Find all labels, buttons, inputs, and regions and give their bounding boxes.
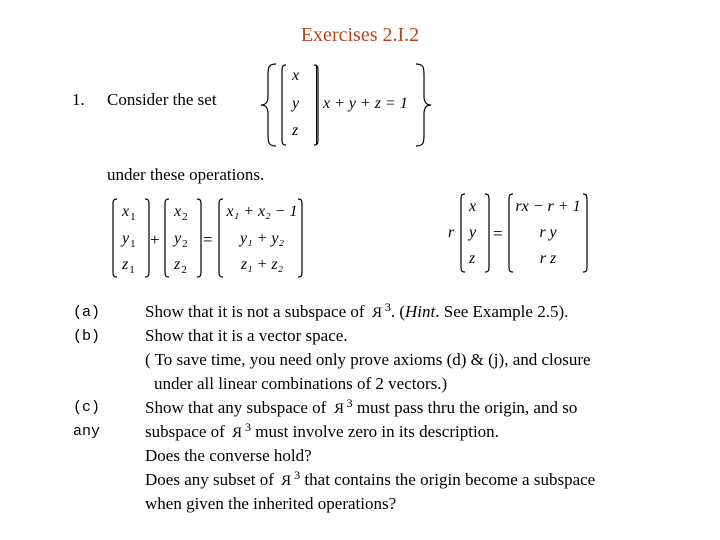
part-a-label: (a) [73, 304, 101, 321]
set-vector-bracket [280, 64, 320, 146]
set-entry-z: z [292, 122, 299, 139]
add-left-z: $z_1$ [122, 256, 135, 276]
part-a-text: Show that it is not a subspace of R $^3$. (Hint. See Example 2.5). [145, 300, 569, 321]
part-c-label: (c) [73, 399, 101, 416]
add-right-y: $y_2$ [174, 230, 188, 250]
part-b-note-line1: ( To save time, you need only prove axioms (d) & (j), and closure [145, 350, 591, 369]
part-b-note-line2: under all linear combinations of 2 vectors.) [154, 374, 448, 393]
scalar-result-y: r y [539, 224, 557, 241]
add-result-x: x₁ + x₂ − 1 [226, 203, 298, 220]
add-left-x: $x_1$ [122, 203, 136, 223]
set-divider [316, 66, 317, 144]
problem-number: 1. [72, 90, 85, 109]
converse-question: Does the converse hold? [145, 446, 312, 465]
set-left-brace [258, 62, 282, 148]
scalar-result-x: rx − r + 1 [515, 198, 581, 215]
subset-question: Does any subset of R $^3$ that contains the origin become a subspace [145, 468, 596, 489]
part-c-text: Show that any subspace of R $^3$ must pass thru the origin, and so [145, 396, 578, 417]
scalar-equals-sign: = [493, 224, 503, 243]
reals-icon: R [371, 305, 382, 321]
problem-lead-text: Consider the set [107, 90, 217, 109]
add-right-x: $x_2$ [174, 203, 188, 223]
set-right-brace [410, 62, 434, 148]
add-right-z: $z_2$ [174, 256, 187, 276]
set-entry-x: x [292, 67, 300, 84]
part-b-label: (b) [73, 328, 101, 345]
operations-text: under these operations. [107, 165, 265, 184]
add-left-y: $y_1$ [122, 230, 136, 250]
page-title: Exercises 2.I.2 [300, 24, 420, 46]
add-result-y: y₁ + y₂ [239, 230, 285, 247]
add-result-z: z₁ + z₂ [240, 256, 284, 273]
scalar-vector-y: y [469, 224, 477, 241]
add-plus-sign: + [150, 230, 160, 249]
scalar-result-z: r z [539, 250, 557, 267]
add-equals-sign: = [203, 230, 213, 249]
scalar-r: r [448, 224, 455, 241]
scalar-vector-x: x [469, 198, 477, 215]
reals-icon: R [281, 473, 292, 489]
part-any-text: subspace of R $^3$ must involve zero in its description. [145, 420, 499, 441]
set-condition: x + y + z = 1 [323, 95, 408, 112]
part-b-text: Show that it is a vector space. [145, 326, 348, 345]
set-entry-y: y [292, 95, 300, 112]
scalar-vector-z: z [469, 250, 476, 267]
reals-icon: R [333, 401, 344, 417]
part-any-label: any [73, 423, 101, 440]
inherited-question: when given the inherited operations? [145, 494, 397, 513]
reals-icon: R [232, 425, 243, 441]
